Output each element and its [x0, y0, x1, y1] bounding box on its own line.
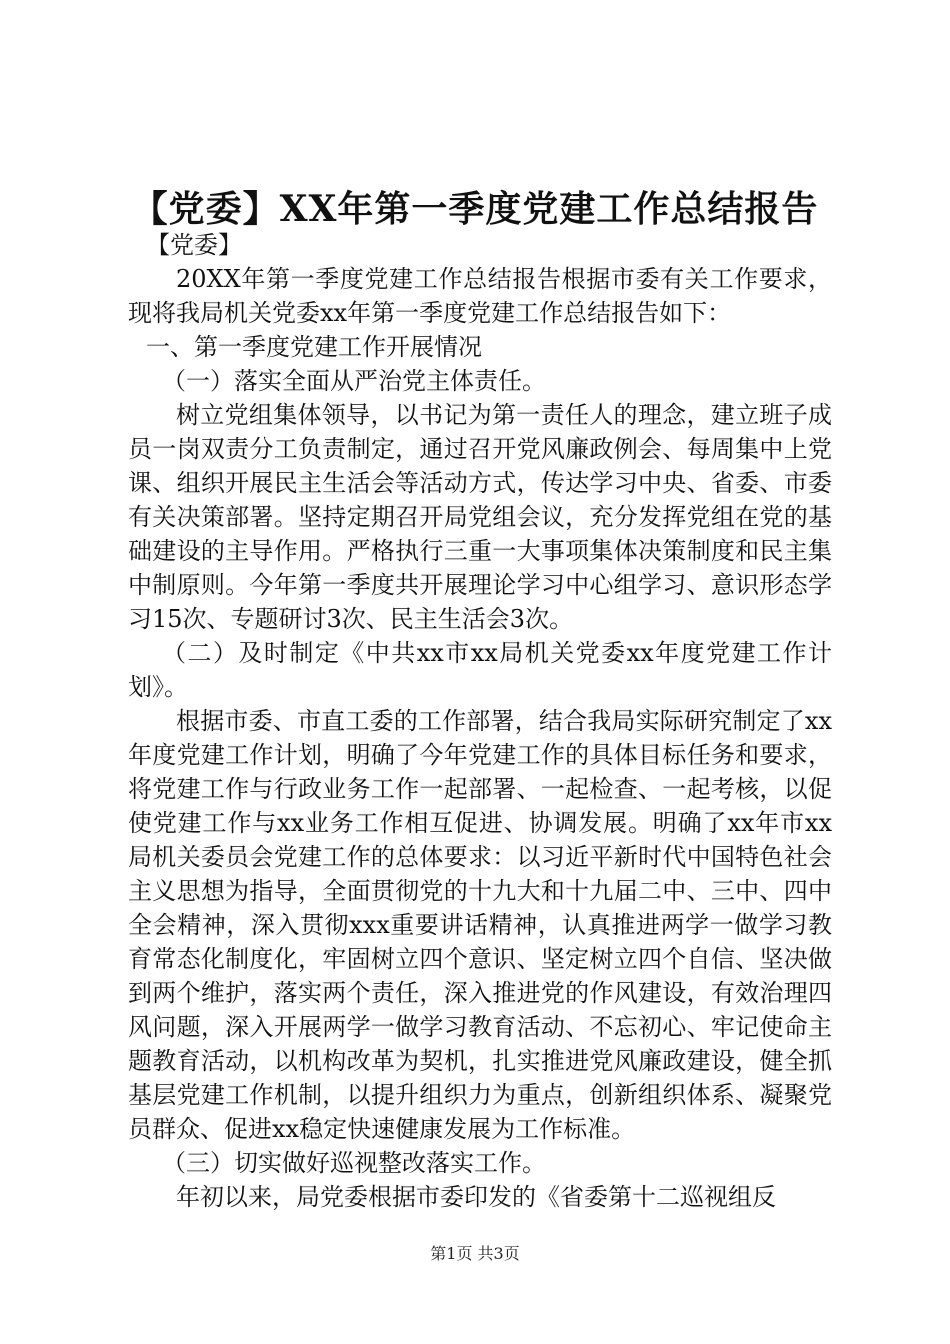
document-body — [128, 228, 832, 1214]
section-heading-1: 一、第一季度党建工作开展情况 — [146, 333, 482, 361]
paragraph-inspection: 年初以来，局党委根据市委印发的《省委第十二巡视组反 — [176, 1183, 776, 1211]
page-number-footer: 第1页 共3页 — [430, 1244, 520, 1263]
subsection-heading-2: （二）及时制定《中共xx市xx局机关党委xx年度党建工作计划》。 — [128, 639, 832, 701]
paragraph-party-label: 【党委】 — [146, 231, 242, 259]
subsection-heading-1: （一）落实全面从严治党主体责任。 — [162, 367, 546, 395]
subsection-heading-3: （三）切实做好巡视整改落实工作。 — [162, 1149, 546, 1177]
paragraph-responsibility: 树立党组集体领导，以书记为第一责任人的理念，建立班子成员一岗双责分工负责制定，通过召开党风廉政例会、每周集中上党课、组织开展民主生活会等活动方式，传达学习中央、省委、市委有关决策部署。坚持定期召开局党组会议，充分发挥党组在党的基础建设的主导作用。严格执行三重一大事项集体决策制度和民主集中制原则。今年第一季度共开展理论学习中心组学习、意识形态学习15次、专题研讨3次、民主生活会3次。 — [128, 401, 832, 633]
document-title: 【党委】XX年第一季度党建工作总结报告 — [131, 188, 819, 230]
paragraph-intro: 20XX年第一季度党建工作总结报告根据市委有关工作要求，现将我局机关党委xx年第一季度党建工作总结报告如下： — [128, 265, 832, 327]
paragraph-work-plan: 根据市委、市直工委的工作部署，结合我局实际研究制定了xx年度党建工作计划，明确了今年党建工作的具体目标任务和要求，将党建工作与行政业务工作一起部署、一起检查、一起考核，以促使党建工作与xx业务工作相互促进、协调发展。明确了xx年市xx局机关委员会党建工作的总体要求：以习近平新时代中国特色社会主义思想为指导，全面贯彻党的十九大和十九届二中、三中、四中全会精神，深入贯彻xxx重要讲话精神，认真推进两学一做学习教育常态化制度化，牢固树立四个意识、坚定树立四个自信、坚决做到两个维护，落实两个责任，深入推进党的作风建设，有效治理四风问题，深入开展两学一做学习教育活动、不忘初心、牢记使命主题教育活动，以机构改革为契机，扎实推进党风廉政建设，健全抓基层党建工作机制，以提升组织力为重点，创新组织体系、凝聚党员群众、促进xx稳定快速健康发展为工作标准。 — [128, 707, 832, 1143]
